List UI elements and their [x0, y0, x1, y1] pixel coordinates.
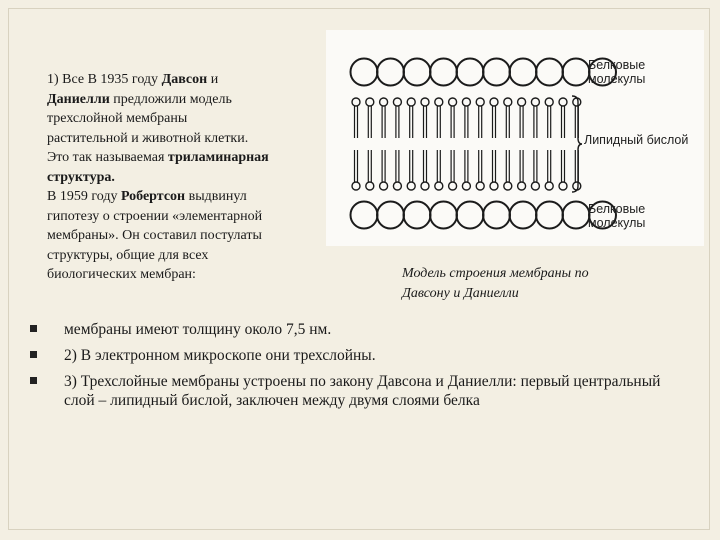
intro-line-6	[47, 170, 115, 185]
protein-molecule-top	[430, 59, 457, 86]
lipid-head-bottom	[545, 182, 553, 190]
lipid-head-bottom	[490, 182, 498, 190]
lipid-head-top	[407, 98, 415, 106]
lipid-head-bottom	[559, 182, 567, 190]
protein-molecule-top	[510, 59, 537, 86]
label-lipid-bilayer: Липидный бислой	[584, 133, 689, 147]
lipid-head-bottom	[531, 182, 539, 190]
lipid-head-top	[490, 98, 498, 106]
lipid-head-bottom	[407, 182, 415, 190]
term-structure: структура.	[47, 169, 115, 185]
protein-molecule-bottom	[377, 202, 404, 229]
lipid-head-top	[462, 98, 470, 106]
intro-line-9: мембраны». Он составил постулаты	[47, 228, 262, 243]
lipid-head-bottom	[476, 182, 484, 190]
intro-line-4: растительной и животной клетки.	[47, 130, 249, 146]
list-item: 2) В электронном микроскопе они трехслойны.	[30, 346, 680, 365]
lipid-head-top	[435, 98, 443, 106]
lipid-head-top	[545, 98, 553, 106]
name-robertson: Робертсон	[120, 189, 186, 204]
bilayer-bracket	[572, 96, 582, 192]
figure-caption: Модель строения мембраны по Давсону и Даниелли	[402, 266, 589, 301]
lipid-head-top	[352, 98, 360, 106]
lipid-head-top	[366, 98, 374, 106]
lipid-head-bottom	[504, 182, 512, 190]
protein-molecule-top	[404, 59, 431, 86]
lipid-head-top	[518, 98, 526, 106]
lipid-head-bottom	[449, 182, 457, 190]
intro-paragraph	[47, 70, 332, 285]
protein-molecule-top	[536, 59, 563, 86]
intro-line-8: гипотезу о строении «элементарной	[47, 208, 263, 224]
lipid-head-top	[380, 98, 388, 106]
protein-molecule-top	[483, 59, 510, 86]
lipid-head-top	[421, 98, 429, 106]
intro-line-7: В 1959 году Робертсон выдвинул	[47, 189, 247, 204]
intro-line-5: Это так называемая триламинарная	[47, 150, 269, 165]
lipid-head-top	[559, 98, 567, 106]
membrane-model-figure	[326, 30, 704, 246]
protein-molecule-bottom	[536, 202, 563, 229]
protein-molecule-bottom	[351, 202, 378, 229]
name-danielli: Даниелли	[47, 91, 110, 107]
label-protein-top: Белковые молекулы	[588, 58, 646, 86]
lipid-head-bottom	[518, 182, 526, 190]
lipid-head-top	[531, 98, 539, 106]
postulates-list	[30, 320, 680, 417]
name-davson: Давсон	[161, 72, 208, 87]
lipid-head-bottom	[421, 182, 429, 190]
protein-molecule-bottom	[483, 202, 510, 229]
intro-line-10: структуры, общие для всех	[47, 247, 209, 263]
protein-molecule-top	[563, 59, 590, 86]
term-trilaminar: триламинарная	[167, 150, 269, 165]
lipid-head-bottom	[393, 182, 401, 190]
lipid-head-bottom	[352, 182, 360, 190]
protein-molecule-top	[377, 59, 404, 86]
bullet-square-icon	[30, 351, 37, 358]
protein-molecule-bottom	[457, 202, 484, 229]
bullet-square-icon	[30, 325, 37, 332]
bullet-square-icon	[30, 377, 37, 384]
lipid-head-bottom	[462, 182, 470, 190]
intro-line-2: Даниелли предложили модель	[47, 91, 232, 107]
list-item: 3) Трехслойные мембраны устроены по закону Давсона и Даниелли: первый центральный слой – липидный бислой, заключен между двумя слоями белка	[30, 372, 680, 410]
protein-molecule-top	[457, 59, 484, 86]
lipid-head-bottom	[380, 182, 388, 190]
intro-line-11: биологических мембран:	[47, 267, 196, 282]
label-protein-bottom: Белковые молекулы	[588, 202, 646, 230]
protein-molecule-bottom	[404, 202, 431, 229]
protein-molecule-bottom	[510, 202, 537, 229]
lipid-head-bottom	[435, 182, 443, 190]
lipid-head-top	[476, 98, 484, 106]
protein-molecule-top	[351, 59, 378, 86]
lipid-head-top	[449, 98, 457, 106]
list-item: мембраны имеют толщину около 7,5 нм.	[30, 320, 680, 339]
lipid-head-bottom	[366, 182, 374, 190]
protein-molecule-bottom	[430, 202, 457, 229]
lipid-head-top	[504, 98, 512, 106]
protein-molecule-bottom	[563, 202, 590, 229]
intro-line-1: 1) Все В 1935 году Давсон и	[47, 72, 219, 87]
lipid-head-top	[393, 98, 401, 106]
intro-line-3: трехслойной мембраны	[47, 111, 188, 126]
